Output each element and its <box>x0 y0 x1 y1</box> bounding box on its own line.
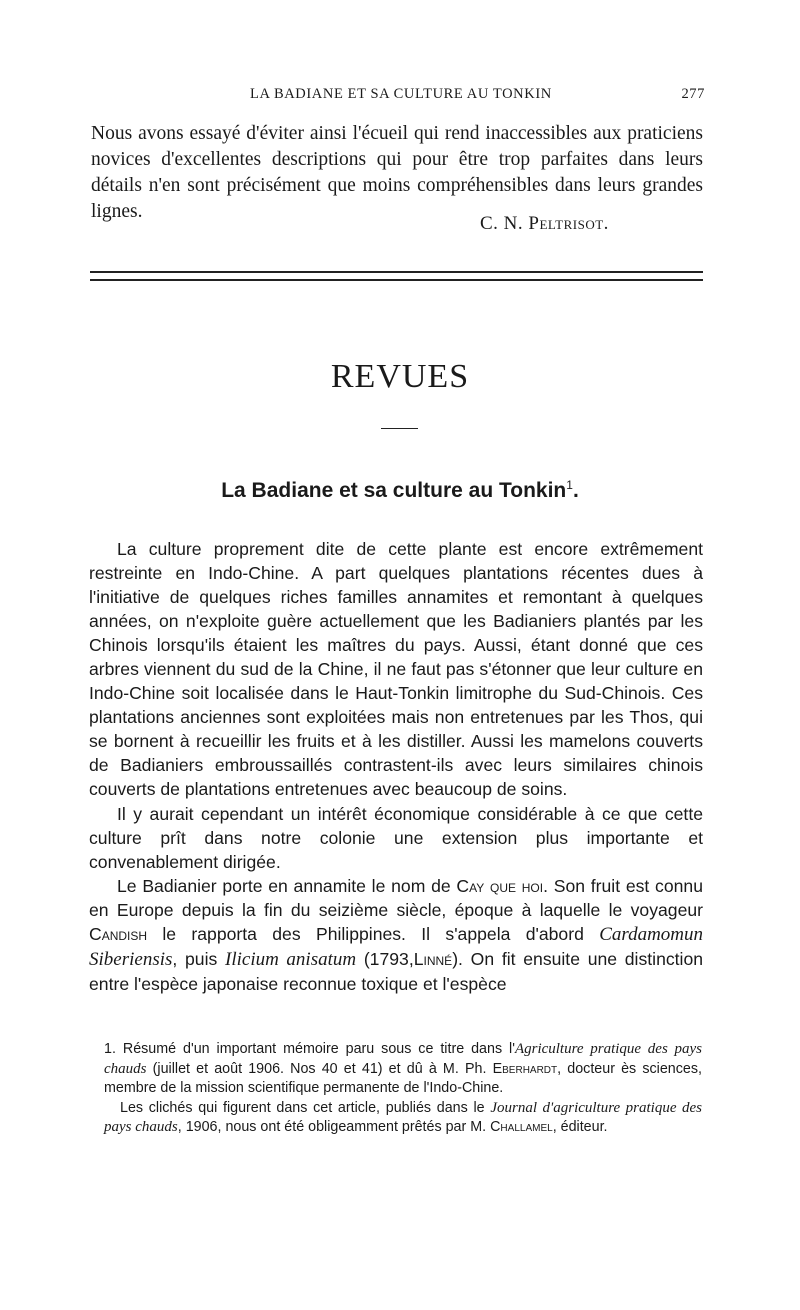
article-body <box>89 537 703 996</box>
journal-title: Agriculture pratique des pays chauds <box>104 1041 702 1077</box>
footnote-text: , 1906, nous ont été obligeamment prêtés par M. <box>177 1119 487 1136</box>
page-number: 277 <box>681 86 705 102</box>
author-signature: C. N. Peltrisot. <box>480 213 609 234</box>
paragraph-3-text: Le Badianier porte en annamite le nom de <box>117 875 451 896</box>
footnote-text: Les clichés qui figurent dans cet article, publiés dans le <box>120 1099 485 1116</box>
footnote-marker: 1 <box>566 478 573 492</box>
title-rule <box>381 428 418 429</box>
person-name: Eberhardt <box>492 1060 558 1077</box>
footnote-text: , docteur ès sciences, membre de la mission scientifique permanente de l'Indo-Chine. <box>104 1060 702 1097</box>
footnote-text: (juillet et août 1906. Nos 40 et 41) et dû à M. Ph. <box>152 1060 487 1077</box>
paragraph-3-text: (1793, <box>363 948 414 969</box>
species-name: Ilicium anisatum <box>225 948 357 970</box>
footnote-1 <box>104 1040 702 1099</box>
species-name: Cardamomun Siberiensis <box>89 923 704 970</box>
running-title: LA BADIANE ET SA CULTURE AU TONKIN <box>250 86 552 102</box>
paragraph-2: Il y aurait cependant un intérêt économique considérable à ce que cette culture prît dans notre colonie une extension plus importante et convenablement dirigée. <box>89 803 703 872</box>
person-name: Challamel <box>490 1119 553 1136</box>
section-title: REVUES <box>330 358 470 395</box>
paragraph-3 <box>89 874 703 996</box>
paragraph-3-text: . Son fruit est connu en Europe depuis la fin du seizième siècle, époque à laquelle le voyageur <box>89 875 703 920</box>
annamite-name: Cay que hoi <box>456 875 544 896</box>
section-divider <box>90 271 703 281</box>
person-name: Linné <box>413 948 453 969</box>
previous-article-paragraph: Nous avons essayé d'éviter ainsi l'écueil qui rend inaccessibles aux praticiens novices d'excellentes descriptions qui pour être trop parfaites dans leurs détails n'en sont précisément que moins compréhensibles dans leurs grandes lignes. <box>91 123 703 222</box>
journal-title: Journal d'agriculture pratique des pays chauds <box>104 1099 702 1136</box>
previous-article-conclusion <box>91 121 703 225</box>
paragraph-3-text: ). On fit ensuite une distinction entre l'espèce japonaise reconnue toxique et l'espèce <box>89 948 704 994</box>
paragraph-3-text: , puis <box>172 948 218 969</box>
article-title: La Badiane et sa culture au Tonkin$^1$. <box>221 478 579 502</box>
article-title-text: La Badiane et sa culture au Tonkin <box>221 479 567 502</box>
person-name: Candish <box>89 923 148 944</box>
footnotes <box>104 1040 702 1138</box>
footnote-text: Résumé d'un important mémoire paru sous ce titre dans l' <box>122 1041 515 1057</box>
footnote-text: , éditeur. <box>552 1119 608 1136</box>
footnote-2 <box>104 1099 702 1138</box>
footnote-number: 1. <box>104 1041 116 1057</box>
paragraph-3-text: le rapporta des Philippines. Il s'appela d'abord <box>162 923 584 944</box>
paragraph-1: La culture proprement dite de cette plante est encore extrêmement restreinte en Indo-Chine. A part quelques plantations récentes dues à l'initiative de quelques riches familles annamites et remontant à quelques années, on n'exploite guère actuellement que les Badianiers plantés par les Chinois lorsqu'ils étaient les maîtres du pays. Aussi, étant donné que ces arbres viennent du sud de la Chine, il ne faut pas s'étonner que leur culture en Indo-Chine soit localisée dans le Haut-Tonkin limitrophe du Sud-Chinois. Ces plantations anciennes sont exploitées mais non entretenues par les Thos, qui se bornent à recueillir les fruits et à les distiller. Aussi les mamelons couverts de Badianiers embroussaillés contrastent-ils avec leurs similaires chinois couverts de plantations entretenues avec beaucoup de soins. <box>89 539 703 800</box>
